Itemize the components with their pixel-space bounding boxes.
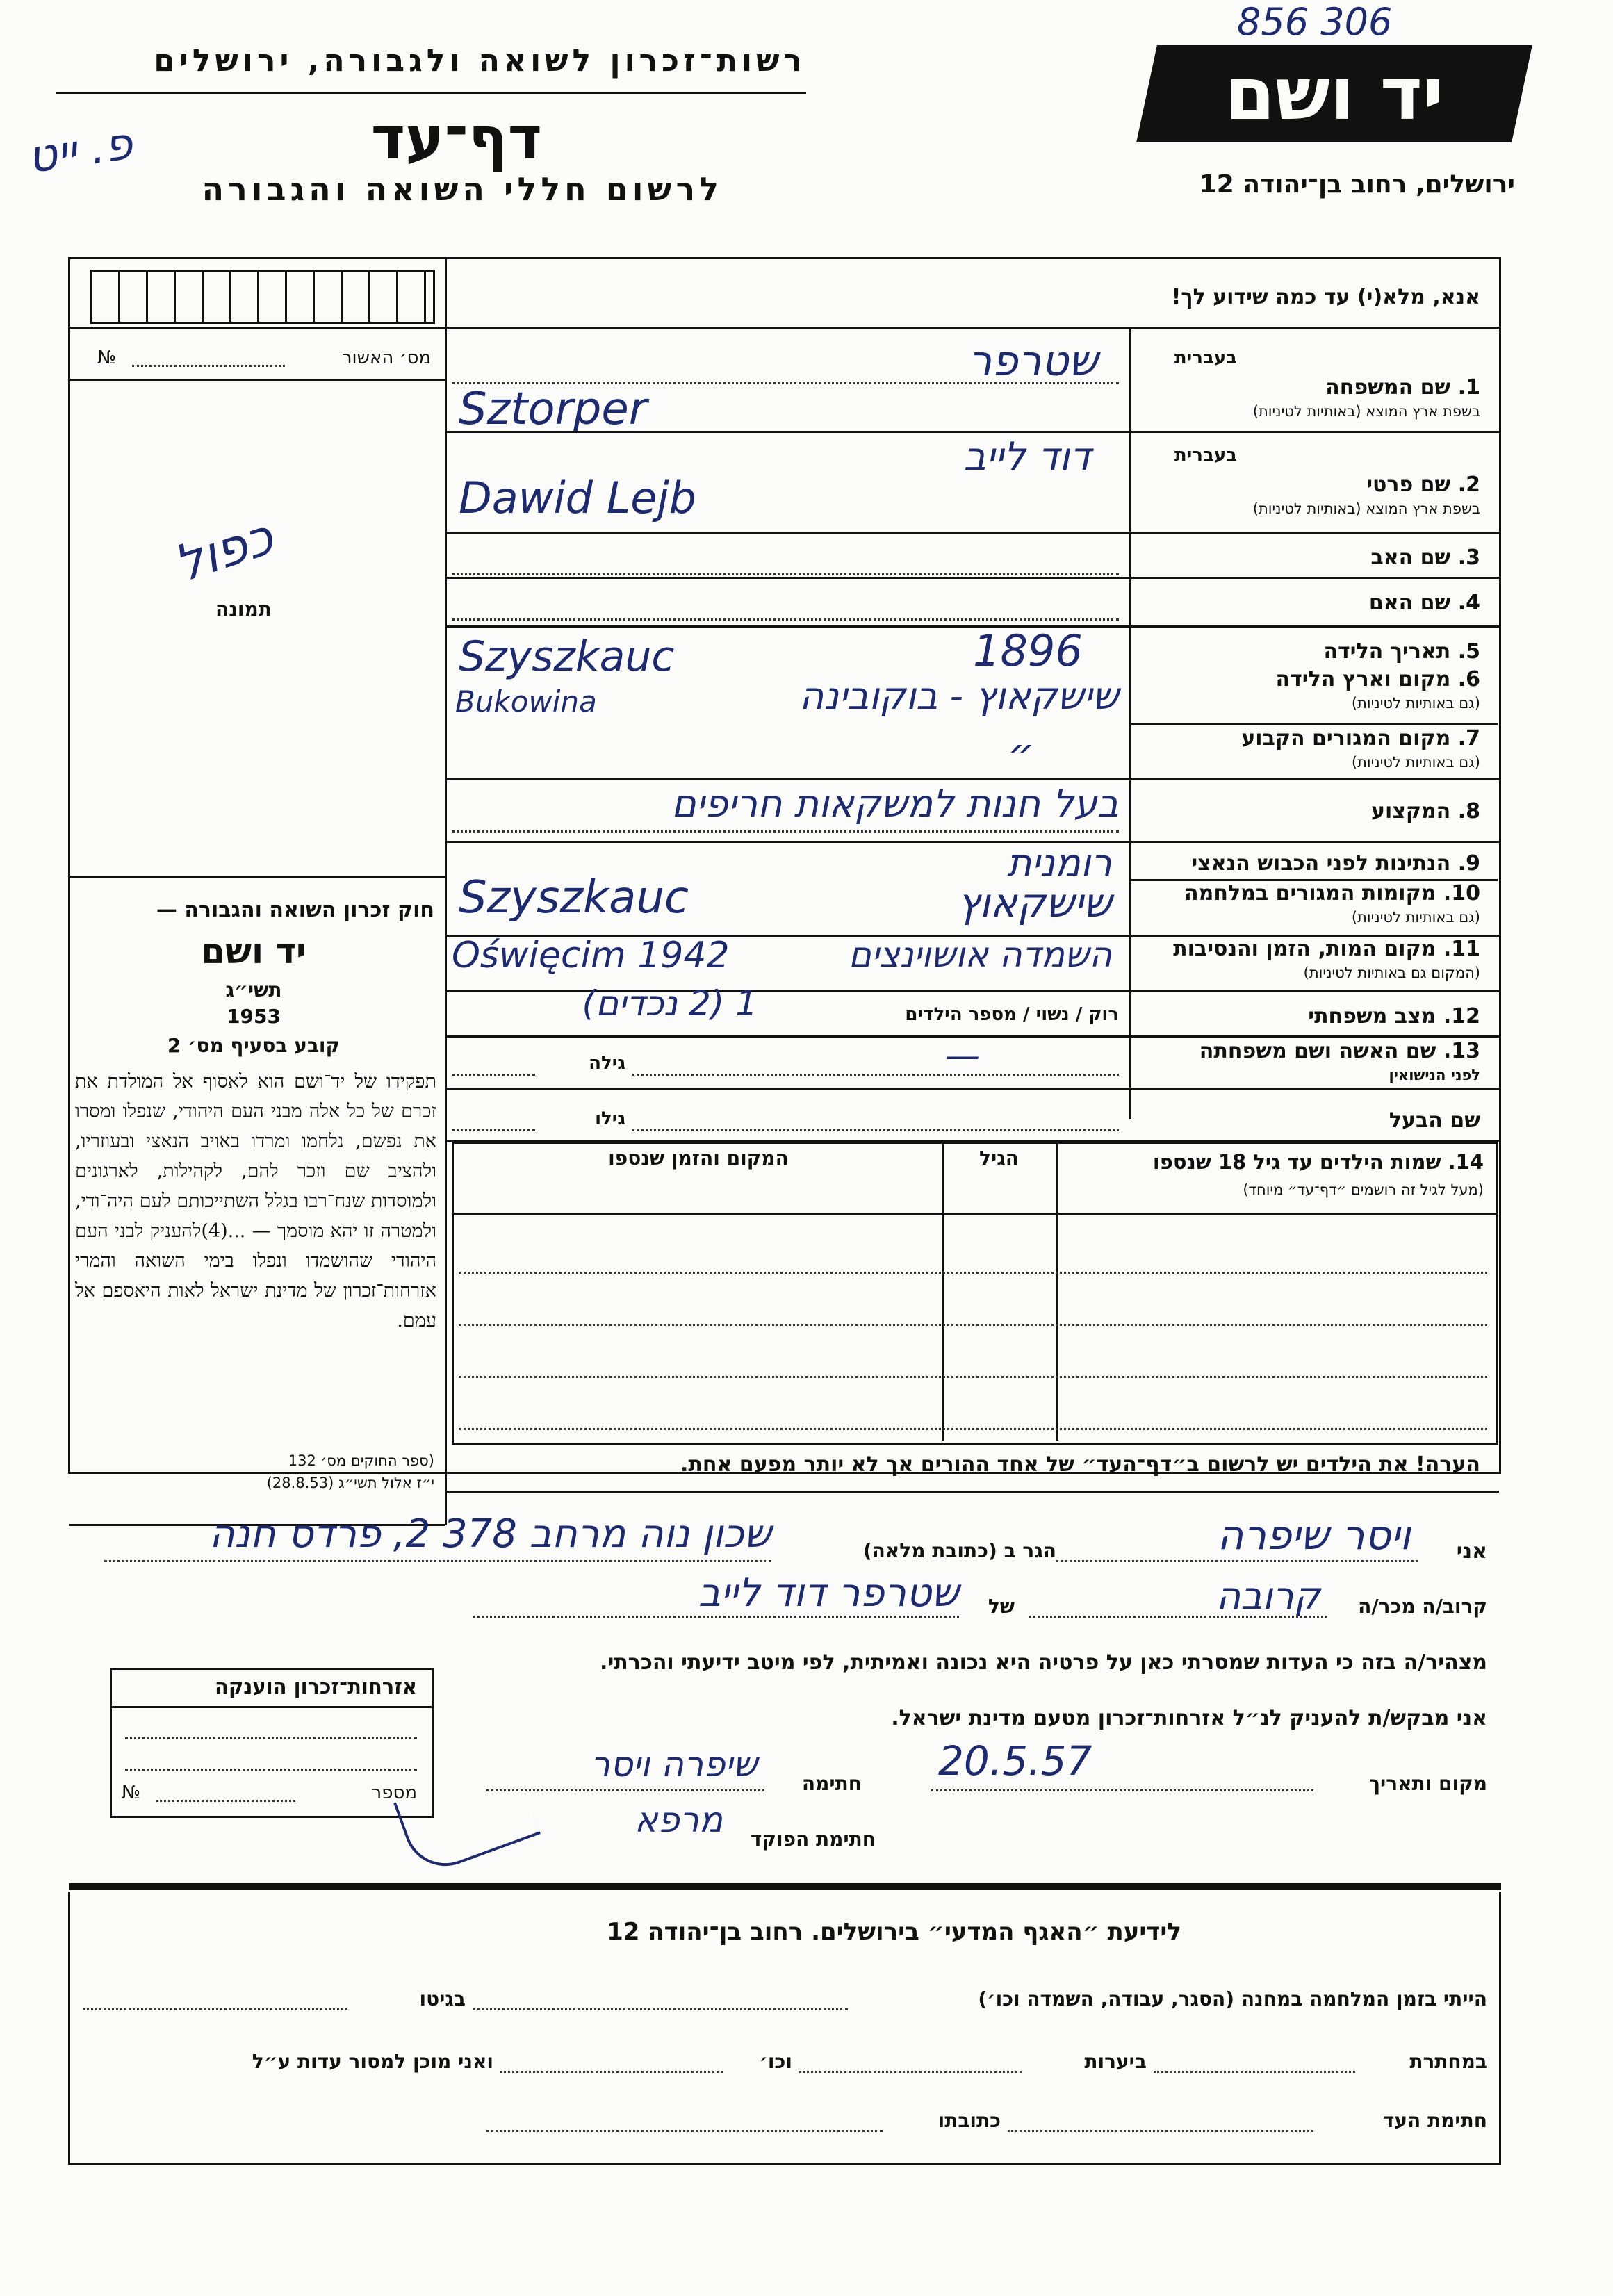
approval-no-mark: № xyxy=(97,347,117,368)
field-13-label: 13. שם האשה ושם משפחתה xyxy=(1199,1039,1480,1063)
declaration-statement: מצהיר/ה בזה כי העדות שמסרתי כאן על פרטיה היא נכונה ואמיתית, לפי מיטב ידיעתי והכרתי. xyxy=(600,1650,1487,1675)
field-11-label: 11. מקום המות, הזמן והנסיבות xyxy=(1173,937,1480,961)
field-10-sub: (גם באותיות לטיניות) xyxy=(1351,909,1480,926)
certificate-no-mark: № xyxy=(122,1782,141,1803)
relative-value[interactable]: קרובה xyxy=(1215,1574,1320,1618)
field-4-line xyxy=(452,618,1119,621)
field-3-bottom xyxy=(445,577,1499,579)
children-col-age-right xyxy=(1056,1142,1058,1441)
officer-stamp: מרפא xyxy=(634,1800,723,1840)
footer-witness-address-label: כתובתו xyxy=(937,2109,1001,2132)
relative-line xyxy=(1029,1616,1327,1618)
field-3-line xyxy=(452,573,1119,575)
field-2-sub: בשפת ארץ המוצא (באותיות לטיניות) xyxy=(1252,500,1480,517)
photo-label: תמונה xyxy=(215,598,272,621)
form-title: דף־עד xyxy=(370,104,542,172)
field-6-latin-2[interactable]: Bukowina xyxy=(455,684,597,719)
certificate-title: אזרחות־זכרון הוענקה xyxy=(214,1675,417,1698)
husband-age-line xyxy=(452,1129,535,1131)
footer-underground-line xyxy=(1154,2071,1355,2073)
law-year-hebrew: תשי״ג xyxy=(225,978,282,1001)
field-9-value[interactable]: רומנית xyxy=(1006,841,1112,885)
children-col-age-left xyxy=(942,1142,944,1441)
certificate-line-2 xyxy=(125,1769,417,1771)
field-14-label: 14. שמות הילדים עד גיל 18 שנספו xyxy=(1152,1150,1484,1174)
children-row-4 xyxy=(459,1428,1487,1430)
declarant-name-line xyxy=(1056,1560,1418,1562)
authority-underline xyxy=(56,92,806,94)
footer-etc-label: וכו׳ xyxy=(759,2050,792,2073)
field-13-bottom xyxy=(445,1088,1499,1090)
field-12-options: רוק / נשוי / מספר הילדים xyxy=(905,1004,1119,1025)
authority-name: רשות־זכרון לשואה ולגבורה, ירושלים xyxy=(154,43,806,79)
approval-label: מס׳ האשור xyxy=(341,347,431,368)
field-1-sub: בשפת ארץ המוצא (באותיות לטיניות) xyxy=(1252,403,1480,420)
field-10-latin[interactable]: Szyszkauc xyxy=(459,872,689,924)
field-4-bottom xyxy=(445,625,1499,628)
law-ref-1: (ספר החוקים מס׳ 132 xyxy=(288,1452,434,1469)
field-8-label: 8. המקצוע xyxy=(1371,799,1480,823)
field-3-label: 3. שם האב xyxy=(1370,546,1480,570)
field-6-sub: (גם באותיות לטיניות) xyxy=(1351,695,1480,712)
address-label: הגר ב (כתובת מלאה) xyxy=(862,1539,1056,1562)
footer-etc-line xyxy=(500,2071,723,2073)
footer-forests-line xyxy=(799,2071,1022,2073)
address: ירושלים, רחוב בן־יהודה 12 xyxy=(1199,170,1515,199)
field-2-hebrew-value[interactable]: דוד לייב xyxy=(963,434,1091,479)
field-11-sub: (המקום גם באותיות לטיניות) xyxy=(1303,965,1480,981)
law-section: קובע בסעיף מס׳ 2 xyxy=(167,1034,341,1057)
photo-divider-bottom xyxy=(69,876,445,878)
signature-line xyxy=(486,1789,764,1791)
certificate-number-label: מספר xyxy=(371,1782,417,1803)
field-5-label: 5. תאריך הלידה xyxy=(1323,639,1480,664)
field-6-bottom xyxy=(1129,723,1498,725)
footer-witness-address-line xyxy=(486,2130,883,2132)
signature-label: חתימה xyxy=(801,1772,862,1795)
declarant-label: אני xyxy=(1456,1539,1487,1564)
field-13-name-line xyxy=(632,1074,1119,1076)
children-row-1 xyxy=(459,1272,1487,1274)
field-6-hebrew[interactable]: שישקאוץ - בוקובינה xyxy=(799,674,1119,718)
husband-age-label: גילו xyxy=(595,1108,625,1129)
field-2-bottom xyxy=(445,532,1499,534)
certificate-line-1 xyxy=(125,1737,417,1739)
form-subtitle: לרשום חללי השואה והגבורה xyxy=(202,170,723,208)
certificate-number-line xyxy=(156,1800,295,1802)
footer-camp-label: הייתי בזמן המלחמה במחנה (הסגר, עבודה, השמדה וכו׳) xyxy=(978,1987,1487,2010)
field-13-age-label: גילה xyxy=(589,1053,625,1074)
field-7-bottom xyxy=(445,778,1499,780)
signature-value[interactable]: שיפרה ויסר xyxy=(590,1744,758,1785)
address-line xyxy=(104,1560,771,1562)
children-note: הערה! את הילדים יש לרשום ב״דף־העד״ של אחד ההורים אך לא יותר מפעם אחת. xyxy=(680,1452,1480,1477)
law-name: יד ושם xyxy=(201,931,306,971)
footer-forests-label: ביערות xyxy=(1084,2050,1147,2073)
field-10-hebrew[interactable]: שישקאוץ xyxy=(957,879,1112,926)
field-12-value[interactable]: 1 (2 נכדים) xyxy=(582,983,758,1024)
children-row-2 xyxy=(459,1324,1487,1326)
footer-ghetto-line xyxy=(83,2008,347,2010)
children-row-3 xyxy=(459,1376,1487,1378)
field-12-label: 12. מצב משפחתי xyxy=(1308,1004,1480,1028)
footer-underground-label: במחתרת xyxy=(1409,2050,1487,2073)
field-13-value[interactable]: — xyxy=(945,1035,980,1076)
code-boxes xyxy=(90,270,435,324)
law-title: חוק זכרון השואה והגבורה — xyxy=(156,898,434,922)
field-4-label: 4. שם האם xyxy=(1368,591,1480,615)
field-13-age-line xyxy=(452,1074,535,1076)
photo-divider-top xyxy=(69,379,445,381)
of-label: של xyxy=(988,1595,1015,1618)
field-14-sub: (מעל לגיל זה רושמים ״דף־עד״ מיוחד) xyxy=(1243,1181,1484,1198)
yad-vashem-logo xyxy=(1136,45,1532,142)
code-boxes-base xyxy=(69,327,445,329)
field-6-latin-1[interactable]: Szyszkauc xyxy=(459,632,675,681)
field-1-hebrew-value[interactable]: שטרפר xyxy=(968,337,1098,386)
archive-number: 856 306 xyxy=(1237,0,1393,44)
field-1-label: 1. שם המשפחה xyxy=(1325,375,1480,400)
of-line xyxy=(473,1616,959,1618)
footer-witness-sig-label: חתימת העד xyxy=(1382,2109,1487,2132)
declarant-name[interactable]: ויסר שיפרה xyxy=(1217,1511,1411,1559)
footer-ready-label: ואני מוכן למסור עדות ע״ל xyxy=(252,2050,493,2073)
field-2-latin-value[interactable]: Dawid Lejb xyxy=(459,473,696,523)
logo-text: יד ושם xyxy=(1225,51,1444,136)
field-7-sub: (גם באותיות לטיניות) xyxy=(1351,754,1480,771)
law-year: 1953 xyxy=(227,1005,281,1028)
field-11-hebrew[interactable]: השמדה אושוינצים xyxy=(848,935,1112,975)
field-13-sub: לפני הנישואין xyxy=(1389,1067,1480,1083)
field-1-hebrew-label: בעברית xyxy=(1174,347,1237,368)
certificate-title-rule xyxy=(110,1706,432,1708)
section-separator xyxy=(69,1883,1501,1890)
children-header-rule xyxy=(452,1213,1496,1215)
husband-name-line xyxy=(632,1129,1119,1131)
footer-camp-line xyxy=(473,2008,848,2010)
field-1-latin-value[interactable]: Sztorper xyxy=(459,384,648,435)
field-2-label: 2. שם פרטי xyxy=(1366,473,1480,497)
margin-note: פ. ייט xyxy=(24,117,136,184)
place-date-label: מקום ותאריך xyxy=(1368,1772,1487,1795)
photo-note: כפול xyxy=(167,507,281,594)
field-6-label: 6. מקום וארץ הלידה xyxy=(1275,667,1480,691)
children-col-place: המקום והזמן שנספו xyxy=(608,1147,789,1170)
field-5-value[interactable]: 1896 xyxy=(973,625,1083,676)
law-body: תפקידו של יד־ושם הוא לאסוף אל המולדת את זכרם של כל אלה מבני העם היהודי, שנפלו ומסרו את נפשם, נלחמו ומרדו באויב הנאצי ובעוזריו, ולהציב שם וזכר להם, לקהילות, לארגונים ולמוסדות שנח־רבו בגלל השתייכותם לעם היה־ודי, ולמטרה זו יהא מוסמך — ...(4)להעניק לבני העם היהודי שהושמדו ונפלו בימי השואה והמרי אזרחות־זכרון של מדינת ישראל לאות היאספם אל עמם. xyxy=(75,1071,436,1331)
place-date-value[interactable]: 20.5.57 xyxy=(938,1737,1092,1785)
field-11-latin[interactable]: Oświęcim 1942 xyxy=(452,935,730,976)
of-value[interactable]: שטרפר דוד לייב xyxy=(698,1571,959,1616)
address-value[interactable]: שכון נוה מרחב 378 2, פרדס חנה xyxy=(209,1511,771,1557)
relative-label: קרוב/ה מכר/ה xyxy=(1358,1595,1487,1618)
children-col-age: הגיל xyxy=(979,1147,1019,1170)
intro-divider xyxy=(445,327,1499,329)
side-panel-divider xyxy=(445,257,447,1525)
footer-ghetto-label: בגיטו xyxy=(419,1987,466,2010)
field-8-value[interactable]: בעל חנות למשקאות חריפים xyxy=(671,782,1119,826)
intro-instruction: אנא, מלא(י) עד כמה שידוע לך! xyxy=(1171,285,1480,309)
declaration-request: אני מבקש/ת להעניק לנ״ל אזרחות־זכרון מטעם מדינת ישראל. xyxy=(891,1706,1487,1730)
field-1-bottom xyxy=(445,431,1499,433)
field-9-label: 9. הנתינות לפני הכבוש הנאצי xyxy=(1191,851,1480,876)
officer-label: חתימת הפוקד xyxy=(750,1828,876,1851)
husband-label: שם הבעל xyxy=(1389,1108,1480,1133)
field-7-label: 7. מקום המגורים הקבוע xyxy=(1241,726,1480,751)
field-7-value[interactable]: ״ xyxy=(1008,730,1035,778)
place-date-line xyxy=(931,1789,1313,1791)
field-10-label: 10. מקומות המגורים במלחמה xyxy=(1184,881,1480,905)
field-8-line xyxy=(452,830,1119,833)
footer-title: לידיעת ״האגף המדעי״ בירושלים. רחוב בן־יהודה 12 xyxy=(607,1918,1181,1946)
law-ref-2: י״ז אלול תשי״ג (28.8.53) xyxy=(266,1475,434,1491)
approval-line xyxy=(132,365,285,367)
footer-witness-sig-line xyxy=(1008,2130,1313,2132)
field-2-hebrew-label: בעברית xyxy=(1174,445,1237,466)
note-bottom xyxy=(445,1491,1499,1493)
